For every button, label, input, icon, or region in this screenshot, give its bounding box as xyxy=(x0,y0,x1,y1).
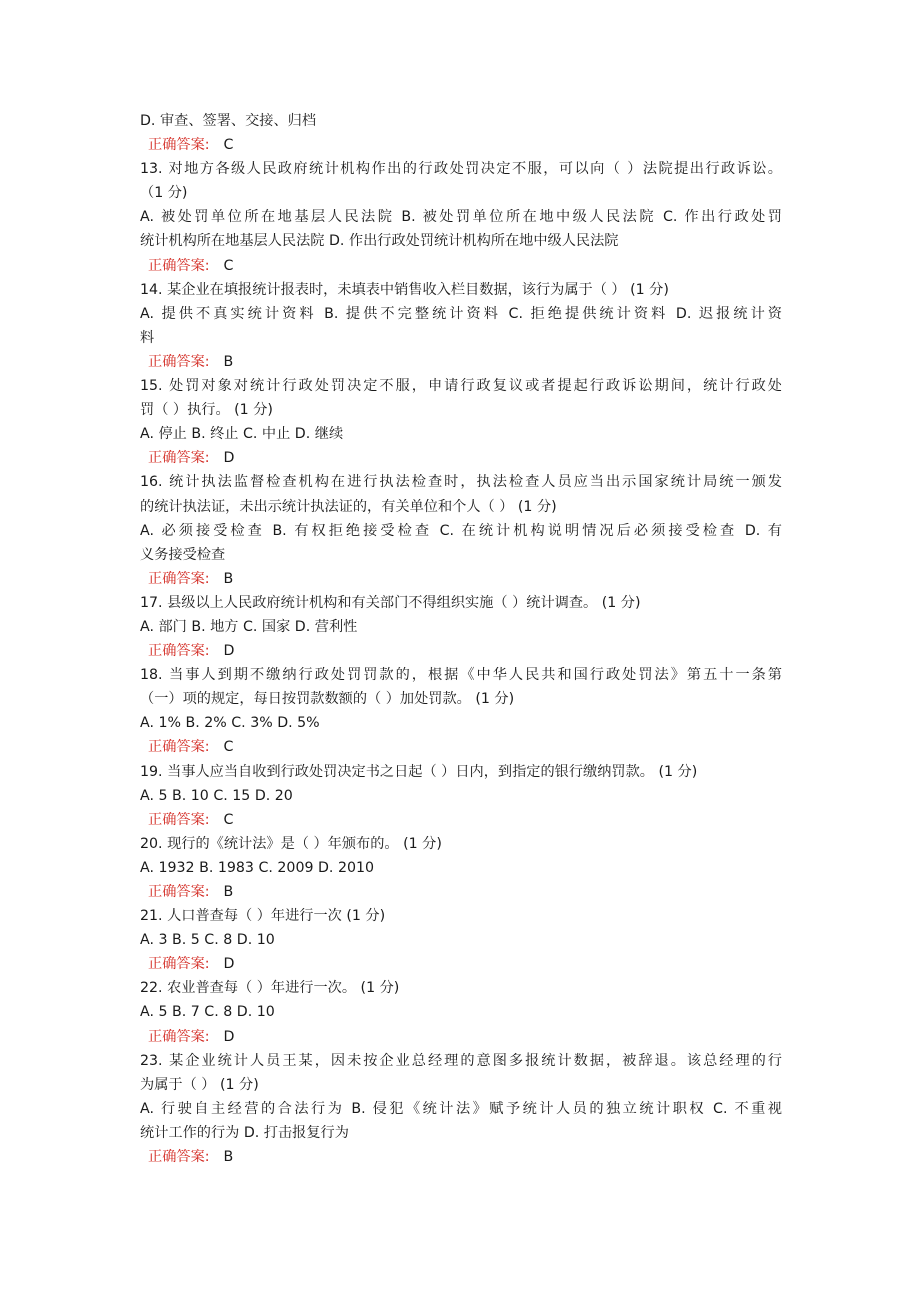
answer-line xyxy=(140,735,782,759)
question-block xyxy=(140,157,782,277)
question-text: （1 分) xyxy=(140,185,188,202)
question-options: 统计机构所在地基层人民法院 D. 作出行政处罚统计机构所在地中级人民法院 xyxy=(140,233,619,250)
question-block xyxy=(140,760,782,832)
question-options: A. 部门 B. 地方 C. 国家 D. 营利性 xyxy=(140,618,358,635)
answer-label: 正确答案: xyxy=(148,811,210,828)
answer-value: C xyxy=(223,811,234,828)
question-text: 20. 现行的《统计法》是（ ）年颁布的。 (1 分) xyxy=(140,835,442,852)
answer-value: D xyxy=(223,956,235,973)
answer-label: 正确答案: xyxy=(148,137,210,154)
answer-line xyxy=(140,1145,782,1169)
question-text: （一）项的规定，每日按罚款数额的（ ）加处罚款。 (1 分) xyxy=(140,691,515,708)
answer-value: B xyxy=(223,884,234,900)
answer-value: D xyxy=(223,643,235,660)
question-list xyxy=(140,157,782,1169)
question-options: A. 5 B. 10 C. 15 D. 20 xyxy=(140,787,293,804)
question-block xyxy=(140,663,782,759)
question-options: A. 必须接受检查 B. 有权拒绝接受检查 C. 在统计机构说明情况后必须接受检查 D. 有 xyxy=(140,522,782,539)
question-text: 13. 对地方各级人民政府统计机构作出的行政处罚决定不服，可以向（ ）法院提出行政诉讼。 xyxy=(140,161,782,178)
question-block xyxy=(140,470,782,590)
question-block xyxy=(140,374,782,470)
question-text: 为属于（ ） (1 分) xyxy=(140,1076,259,1093)
question-options: A. 5 B. 7 C. 8 D. 10 xyxy=(140,1004,275,1021)
answer-line xyxy=(140,254,782,278)
question-text: 罚（ ）执行。 (1 分) xyxy=(140,402,273,419)
quiz-document xyxy=(140,109,782,1169)
question-options: A. 行驶自主经营的合法行为 B. 侵犯《统计法》赋予统计人员的独立统计职权 C. 不重视 xyxy=(140,1100,782,1117)
question-block xyxy=(140,832,782,904)
question-options: A. 3 B. 5 C. 8 D. 10 xyxy=(140,932,275,949)
answer-line xyxy=(140,446,782,470)
question-text: 22. 农业普查每（ ）年进行一次。 (1 分) xyxy=(140,980,400,997)
question-options: 统计工作的行为 D. 打击报复行为 xyxy=(140,1124,349,1141)
question-block xyxy=(140,591,782,663)
answer-label: 正确答案: xyxy=(148,450,210,467)
question-text: 19. 当事人应当自收到行政处罚决定书之日起（ ）日内，到指定的银行缴纳罚款。 (1 分) xyxy=(140,763,698,780)
answer-line xyxy=(140,639,782,663)
answer-line xyxy=(140,880,782,904)
question-text: 的统计执法证，未出示统计执法证的，有关单位和个人（ ） (1 分) xyxy=(140,498,557,515)
question-text: 21. 人口普查每（ ）年进行一次 (1 分) xyxy=(140,908,386,925)
answer-label: 正确答案: xyxy=(148,1149,210,1166)
question-text: 23. 某企业统计人员王某，因未按企业总经理的意图多报统计数据，被辞退。该总经理的行 xyxy=(140,1052,782,1069)
answer-label: 正确答案: xyxy=(148,884,210,900)
answer-line xyxy=(140,567,782,591)
answer-value: D xyxy=(223,450,235,467)
question-options: A. 被处罚单位所在地基层人民法院 B. 被处罚单位所在地中级人民法院 C. 作出行政处罚 xyxy=(140,209,782,226)
question-block xyxy=(140,904,782,976)
question-text: 18. 当事人到期不缴纳行政处罚罚款的，根据《中华人民共和国行政处罚法》第五十一条第 xyxy=(140,667,782,684)
question-block xyxy=(140,1049,782,1169)
answer-label: 正确答案: xyxy=(148,1028,210,1045)
question-block xyxy=(140,976,782,1048)
question-options: A. 1% B. 2% C. 3% D. 5% xyxy=(140,715,320,732)
answer-label: 正确答案: xyxy=(148,257,210,274)
question-options: 义务接受检查 xyxy=(140,546,226,563)
question-text: 17. 县级以上人民政府统计机构和有关部门不得组织实施（ ）统计调查。 (1 分) xyxy=(140,594,641,611)
prev-answer-line xyxy=(140,133,782,157)
question-options: 料 xyxy=(140,329,155,346)
answer-value: C xyxy=(223,137,234,154)
question-options: A. 停止 B. 终止 C. 中止 D. 继续 xyxy=(140,426,344,443)
question-options: A. 提供不真实统计资料 B. 提供不完整统计资料 C. 拒绝提供统计资料 D. 迟报统计资 xyxy=(140,305,782,322)
answer-line xyxy=(140,1025,782,1049)
answer-line xyxy=(140,350,782,374)
answer-value: C xyxy=(223,257,234,274)
answer-label: 正确答案: xyxy=(148,956,210,973)
answer-value: D xyxy=(223,1028,235,1045)
question-block xyxy=(140,278,782,374)
question-options: A. 1932 B. 1983 C. 2009 D. 2010 xyxy=(140,859,375,876)
answer-label: 正确答案: xyxy=(148,643,210,660)
prev-option-d: D. 审查、签署、交接、归档 xyxy=(140,113,317,129)
question-text: 14. 某企业在填报统计报表时，未填表中销售收入栏目数据，该行为属于（ ） (1 分) xyxy=(140,281,669,298)
question-text: 16. 统计执法监督检查机构在进行执法检查时，执法检查人员应当出示国家统计局统一颁发 xyxy=(140,474,782,491)
answer-value: B xyxy=(223,1149,234,1166)
answer-label: 正确答案: xyxy=(148,739,210,756)
question-text: 15. 处罚对象对统计行政处罚决定不服，申请行政复议或者提起行政诉讼期间，统计行政处 xyxy=(140,378,782,395)
answer-line xyxy=(140,808,782,832)
answer-value: B xyxy=(223,353,234,370)
answer-line xyxy=(140,952,782,976)
answer-label: 正确答案: xyxy=(148,353,210,370)
answer-value: C xyxy=(223,739,234,756)
answer-value: B xyxy=(223,570,234,587)
answer-label: 正确答案: xyxy=(148,570,210,587)
